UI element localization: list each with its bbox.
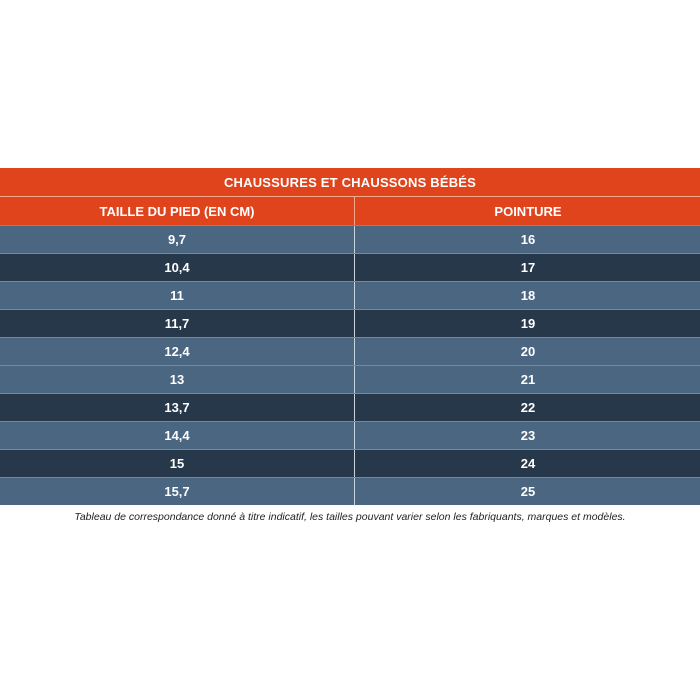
shoe-size-cell: 17 — [520, 260, 536, 275]
shoe-size-cell: 22 — [520, 400, 536, 415]
table-row — [0, 281, 700, 309]
table-row — [0, 225, 700, 253]
shoe-size-cell: 21 — [520, 372, 536, 387]
table-row — [0, 477, 700, 505]
table-title: CHAUSSURES ET CHAUSSONS BÉBÉS — [0, 168, 700, 196]
table-row — [0, 365, 700, 393]
foot-size-cell: 14,4 — [0, 422, 355, 449]
header-shoe-size: POINTURE — [494, 203, 562, 219]
table-row — [0, 393, 700, 421]
foot-size-cell: 9,7 — [0, 226, 355, 253]
table-header-row — [0, 196, 700, 225]
shoe-size-cell: 23 — [520, 428, 536, 443]
table-row — [0, 337, 700, 365]
table-row — [0, 449, 700, 477]
foot-size-cell: 13 — [0, 366, 355, 393]
table-row — [0, 421, 700, 449]
shoe-size-cell: 19 — [520, 316, 536, 331]
shoe-size-cell: 25 — [520, 484, 536, 499]
foot-size-cell: 12,4 — [0, 338, 355, 365]
disclaimer-note: Tableau de correspondance donné à titre indicatif, les tailles pouvant varier selon les fabriquants, marques et modèles. — [74, 511, 626, 523]
foot-size-cell: 15 — [0, 450, 355, 477]
shoe-size-cell: 24 — [520, 456, 536, 471]
foot-size-cell: 11 — [0, 282, 355, 309]
foot-size-cell: 13,7 — [0, 394, 355, 421]
header-foot-size: TAILLE DU PIED (EN CM) — [0, 197, 355, 225]
shoe-size-cell: 18 — [520, 288, 536, 303]
size-conversion-table — [0, 168, 700, 505]
foot-size-cell: 15,7 — [0, 478, 355, 505]
table-row — [0, 309, 700, 337]
foot-size-cell: 11,7 — [0, 310, 355, 337]
foot-size-cell: 10,4 — [0, 254, 355, 281]
shoe-size-cell: 20 — [520, 344, 536, 359]
table-row — [0, 253, 700, 281]
shoe-size-cell: 16 — [520, 232, 536, 247]
